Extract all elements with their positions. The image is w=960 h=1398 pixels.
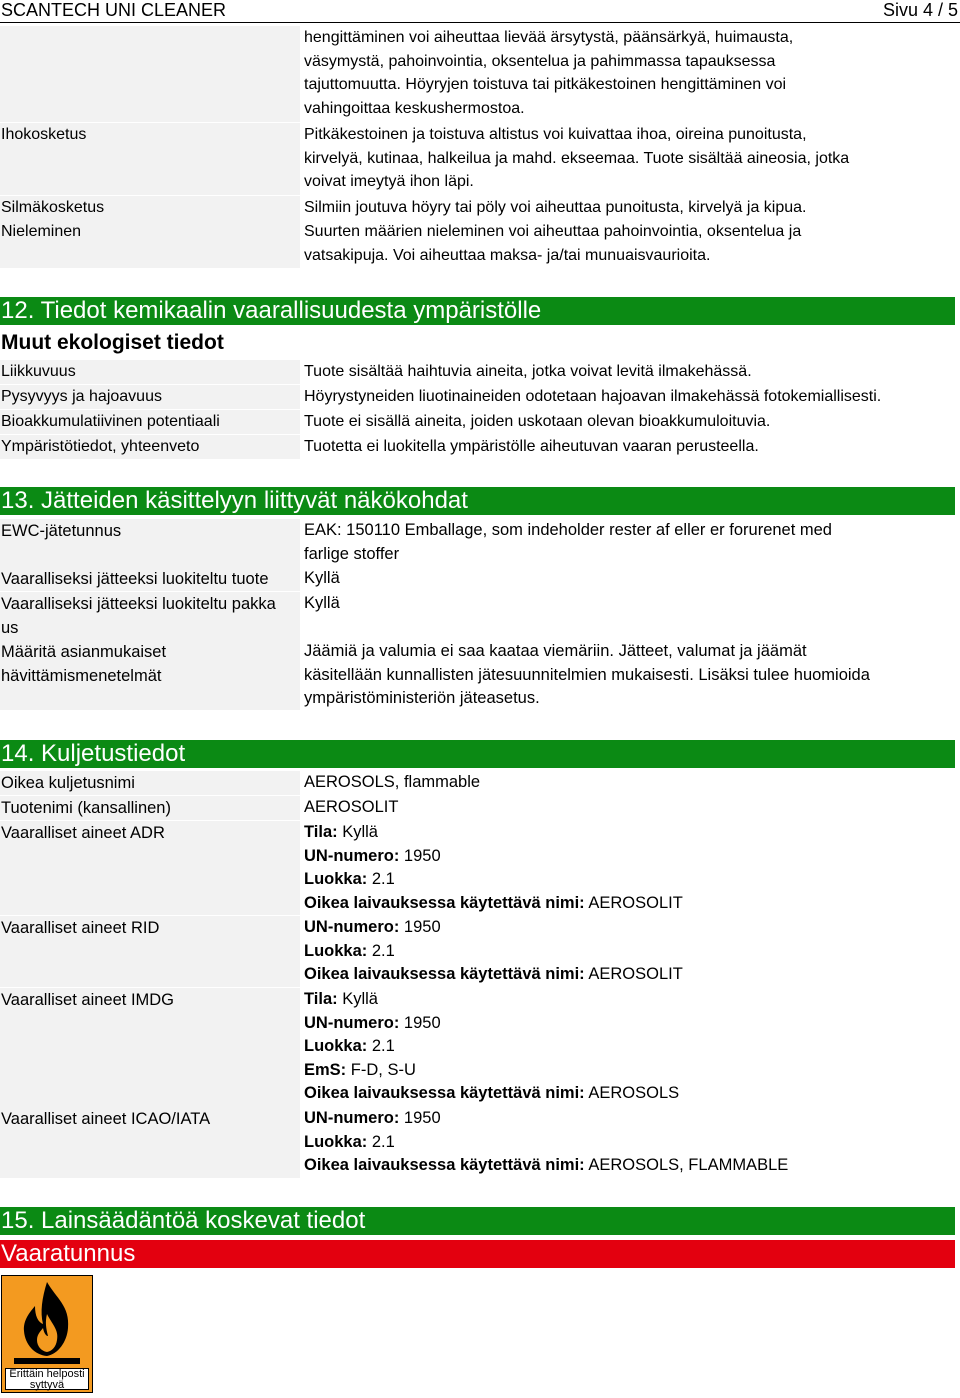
label-line: us [1,619,19,637]
kv-line [304,1059,954,1083]
row-ewc-code [0,519,960,567]
row-label: Liikkuvuus [0,360,300,384]
text-line: vatsakipuja. Voi aiheuttaa maksa- ja/tai munuaisvaurioita. [304,246,711,264]
kv-key: Luokka: [304,870,368,888]
kv-line [304,1107,954,1131]
kv-line [304,771,954,795]
label-line: EWC-jätetunnus [1,522,122,540]
row-value [304,567,954,591]
pictogram-caption [5,1368,89,1390]
kv-key: Tila: [304,823,338,841]
section-13-heading: 13. Jätteiden käsittelyyn liittyvät näkökohdat [0,487,955,515]
row-label: Bioakkumulatiivinen potentiaali [0,410,300,434]
label-line: hävittämismenetelmät [1,667,162,685]
row-icao-iata [0,1107,960,1178]
continued-row [0,26,960,122]
kv-line [304,1082,954,1106]
row-national-name [0,796,960,820]
row-value [304,640,954,711]
document-title: SCANTECH UNI CLEANER [1,0,227,20]
kv-line [304,963,954,987]
kv-value: AEROSOLS [588,1084,680,1102]
row-value: Tuotetta ei luokitella ympäristölle aiheutuvan vaaran perusteella. [304,438,759,455]
section-15-heading: 15. Lainsäädäntöä koskevat tiedot [0,1207,955,1235]
row-label: Oikea kuljetusnimi [0,771,300,795]
row-label [0,519,300,567]
kv-line [304,940,954,964]
kv-line [304,821,954,845]
text-line: vahingoittaa keskushermostoa. [304,99,525,117]
kv-value: 1950 [403,918,441,936]
text-line: Kyllä [304,569,340,587]
text-line: kirvelyä, kutinaa, halkeilua ja mahd. ekseemaa. Tuote sisältää aineosia, jotka [304,149,850,167]
kv-key: Oikea laivauksessa käytettävä nimi: [304,1084,585,1102]
row-eye-contact [0,196,960,220]
row-value: Tuote sisältää haihtuvia aineita, jotka voivat levitä ilmakehässä. [304,363,752,380]
kv-value: AEROSOLS, flammable [304,773,481,791]
row-hazardous-waste-product [0,567,960,591]
kv-line [304,868,954,892]
row-imdg [0,988,960,1107]
kv-key: Luokka: [304,1132,368,1151]
text-line: EAK: 150110 Emballage, som indeholder rester af eller er forurenet med [304,521,832,539]
row-label: Ihokosketus [0,123,300,195]
label-line: Vaaralliseksi jätteeksi luokiteltu tuote [1,570,269,588]
kv-line [304,988,954,1012]
row-label [0,640,300,710]
row-value [304,196,954,220]
row-value [304,1107,954,1178]
section-12-heading: 12. Tiedot kemikaalin vaarallisuudesta ympäristölle [0,297,955,325]
row-label: Tuotenimi (kansallinen) [0,796,300,820]
row-ingestion [0,220,960,268]
kv-value: Kyllä [342,990,378,1008]
row-value [304,220,954,267]
row-value [304,519,954,566]
kv-line [304,892,954,916]
flame-icon [2,1276,92,1368]
caption-line: Erittäin helposti [9,1368,85,1380]
row-label: Vaaralliset aineet RID [0,916,300,987]
kv-key: UN-numero: [304,918,400,936]
kv-value: 2.1 [371,870,395,888]
text-line: ympäristöministeriön jäteasetus. [304,689,540,707]
row-label-empty [0,26,300,122]
row-label: Nieleminen [0,220,300,268]
kv-key: Tila: [304,990,338,1008]
kv-value: 1950 [403,1013,441,1032]
caption-line: syttyvä [29,1378,65,1391]
row-persistence [0,385,960,409]
row-value [304,592,954,616]
text-line: väsymystä, pahoinvointia, oksentelua ja pahimmassa tapauksessa [304,52,776,70]
text-line: Pitkäkestoinen ja toistuva altistus voi kuivattaa ihoa, oireina punoitusta, [304,126,807,143]
kv-value: 1950 [403,846,441,865]
row-environment-summary [0,435,960,459]
row-label [0,592,300,640]
row-disposal-methods [0,640,960,710]
row-bioaccumulation [0,410,960,434]
kv-key: Oikea laivauksessa käytettävä nimi: [304,893,585,912]
kv-line [304,916,954,940]
page-header [0,0,960,23]
label-line: Vaaralliseksi jätteeksi luokiteltu pakka [1,595,276,613]
kv-key: UN-numero: [304,1013,400,1032]
row-skin-contact [0,123,960,195]
row-value [304,916,954,987]
row-label [0,567,300,591]
text-line: Suurten määrien nieleminen voi aiheuttaa pahoinvointia, oksentelua ja [304,223,802,240]
kv-line [304,1012,954,1036]
row-rid [0,916,960,987]
row-mobility [0,360,960,384]
kv-line [304,1035,954,1059]
kv-key: UN-numero: [304,846,400,865]
text-line: Jäämiä ja valumia ei saa kaataa viemäriin. Jätteet, valumat ja jäämät [304,642,807,660]
row-label: Pysyvyys ja hajoavuus [0,385,300,409]
text-line: tajuttomuutta. Höyryjen toistuva tai pitkäkestoinen hengittäminen voi [304,76,787,93]
kv-value: 2.1 [371,941,395,960]
hazard-pictogram [1,1275,93,1393]
kv-key: UN-numero: [304,1109,400,1127]
row-label: Vaaralliset aineet ADR [0,821,300,915]
section-14-heading: 14. Kuljetustiedot [0,740,955,768]
kv-value: 1950 [403,1109,441,1127]
kv-value: AEROSOLIT [588,893,683,912]
row-label: Silmäkosketus [0,196,300,220]
text-line: farlige stoffer [304,544,400,563]
text-line: Silmiin joutuva höyry tai pöly voi aiheuttaa punoitusta, kirvelyä ja kipua. [304,199,807,216]
row-label: Vaaralliset aineet ICAO/IATA [0,1107,300,1178]
kv-value: F-D, S-U [350,1060,416,1079]
kv-line [304,845,954,869]
row-value: Tuote ei sisällä aineita, joiden uskotaan olevan bioakkumuloituvia. [304,413,771,430]
kv-value: 2.1 [371,1037,395,1055]
label-line: Määritä asianmukaiset [1,643,167,661]
row-label: Ympäristötiedot, yhteenveto [0,435,300,459]
kv-value: AEROSOLS, FLAMMABLE [588,1156,789,1174]
row-adr [0,821,960,915]
kv-value: 2.1 [371,1132,395,1151]
row-value: Höyrystyneiden liuotinaineiden odotetaan hajoavan ilmakehässä fotokemiallisesti. [304,388,882,405]
kv-key: Oikea laivauksessa käytettävä nimi: [304,965,585,983]
text-line: käsitellään kunnallisten jätesuunnitelmien mukaisesti. Lisäksi tulee huomioida [304,665,870,684]
kv-value: AEROSOLIT [304,798,399,816]
row-value [304,821,954,915]
hazard-symbol-heading: Vaaratunnus [0,1240,955,1268]
row-hazardous-waste-package [0,592,960,640]
text-line: Kyllä [304,594,340,612]
text-line: hengittäminen voi aiheuttaa lievää ärsytystä, päänsärkyä, huimausta, [304,29,794,46]
row-value [304,988,954,1106]
row-value [304,771,954,795]
text-line: voivat imeytyä ihon läpi. [304,173,474,190]
row-value [304,26,954,120]
kv-line [304,1154,954,1178]
kv-value: Kyllä [342,823,378,841]
kv-line [304,796,954,820]
kv-key: Luokka: [304,941,368,960]
kv-key: EmS: [304,1060,347,1079]
kv-key: Luokka: [304,1037,368,1055]
row-value [304,123,954,194]
page-number: Sivu 4 / 5 [882,0,958,20]
other-ecological-subheading: Muut ekologiset tiedot [1,331,224,354]
kv-key: Oikea laivauksessa käytettävä nimi: [304,1156,585,1174]
row-proper-shipping-name [0,771,960,795]
row-value [304,796,954,820]
kv-line [304,1131,954,1155]
kv-value: AEROSOLIT [588,965,683,983]
row-label: Vaaralliset aineet IMDG [0,988,300,1107]
